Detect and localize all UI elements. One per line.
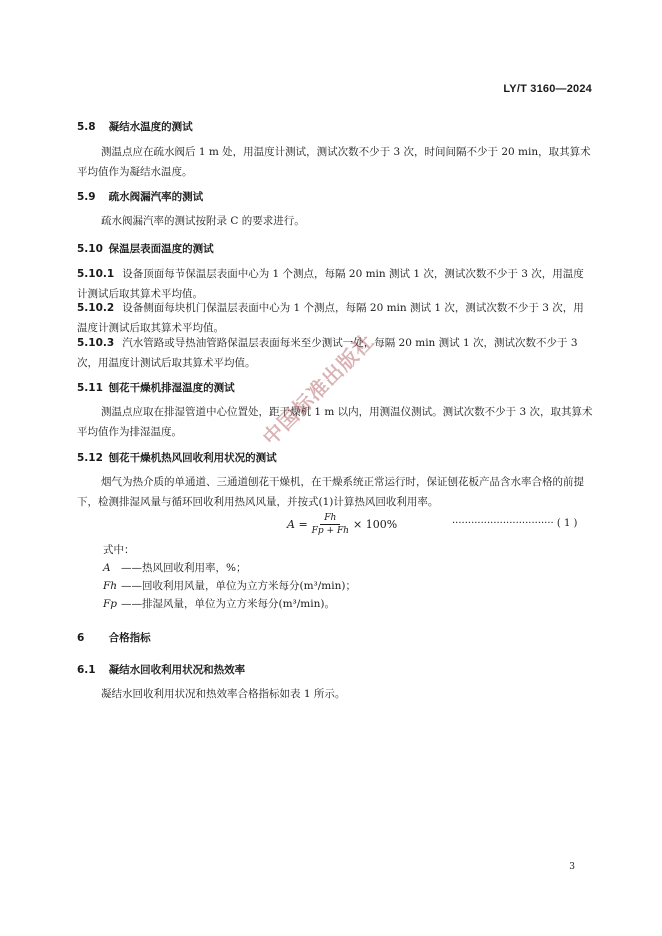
formula-numerator: Fh [320, 513, 340, 525]
subsection-5-10-2 [77, 298, 593, 338]
section-title: 凝结水温度的测试 [108, 121, 193, 133]
subsection-number: 5.10.2 [77, 302, 115, 314]
equation-leader-dots: ································ [452, 518, 554, 529]
definition-fp [103, 596, 335, 611]
section-title: 刨花干燥机热风回收利用状况的测试 [108, 452, 277, 464]
definition-text: ——排湿风量，单位为立方米每分(m³/min)。 [121, 598, 335, 610]
definition-symbol: Fh [103, 580, 118, 592]
section-body-6-1: 凝结水回收利用状况和热效率合格指标如表 1 所示。 [101, 688, 346, 700]
standard-code: LY/T 3160—2024 [503, 83, 592, 95]
formula-lhs: A = [287, 518, 308, 531]
section-heading-5-12 [77, 450, 277, 465]
definition-symbol: A [103, 562, 111, 574]
subsection-number: 5.10.3 [77, 337, 115, 349]
formula-tail: × 100% [352, 518, 398, 531]
subsection-text: 设备顶面每节保温层表面中心为 1 个测点，每隔 20 min 测试 1 次，测试次数不少于 3 次，用温度计测试后取其算术平均值。 [77, 268, 584, 300]
definition-text: ——回收利用风量，单位为立方米每分(m³/min)； [121, 580, 356, 592]
section-heading-6 [77, 630, 151, 645]
section-title: 凝结水回收利用状况和热效率 [108, 664, 246, 676]
definition-fh [103, 578, 356, 593]
subsection-text: 设备侧面每块机门保温层表面中心为 1 个测点，每隔 20 min 测试 1 次，测试次数不少于 3 次，用温度计测试后取其算术平均值。 [77, 302, 584, 334]
section-body-5-12: 烟气为热介质的单通道、三通道刨花干燥机，在干燥系统正常运行时，保证刨花板产品含水率合格的前提下，检测排湿风量与循环回收利用热风风量，并按式(1)计算热风回收利用率。 [77, 476, 584, 508]
section-number: 5.8 [77, 121, 96, 133]
section-title: 疏水阀漏汽率的测试 [108, 191, 204, 203]
section-number: 5.11 [77, 382, 103, 394]
section-number: 6.1 [77, 664, 96, 676]
section-title: 刨花干燥机排湿温度的测试 [108, 382, 235, 394]
section-heading-6-1 [77, 662, 245, 677]
section-heading-5-10 [77, 241, 214, 256]
section-number: 5.12 [77, 452, 103, 464]
section-heading-5-11 [77, 380, 235, 395]
section-number: 5.9 [77, 191, 96, 203]
section-number: 5.10 [77, 243, 103, 255]
definition-a [103, 560, 246, 575]
watermark-stamp: 中国标准出版社 [257, 328, 379, 450]
where-label: 式中： [103, 544, 135, 556]
subsection-text: 汽水管路或导热油管路保温层表面每米至少测试一处，每隔 20 min 测试 1 次，测试次数不少于 3 次，用温度计测试后取其算术平均值。 [77, 337, 578, 369]
page-number: 3 [569, 862, 575, 872]
definition-symbol: Fp [103, 598, 118, 610]
section-body-5-8: 测温点应在疏水阀后 1 m 处，用温度计测试，测试次数不少于 3 次，时间间隔不少于 20 min，取其算术平均值作为凝结水温度。 [77, 146, 591, 178]
formula-1 [287, 513, 397, 536]
definition-text: ——热风回收利用率，%； [121, 562, 247, 574]
section-heading-5-8 [77, 119, 193, 134]
subsection-number: 5.10.1 [77, 268, 115, 280]
section-body-5-9: 疏水阀漏汽率的测试按附录 C 的要求进行。 [101, 215, 305, 227]
section-heading-5-9 [77, 189, 203, 204]
formula-fraction [312, 513, 349, 536]
formula-denominator: Fp + Fh [311, 526, 349, 536]
section-number: 6 [77, 632, 85, 644]
equation-reference [452, 518, 577, 529]
section-body-5-11: 测温点应取在排湿管道中心位置处，距干燥机 1 m 以内，用测温仪测试。测试次数不少于 3 次，取其算术平均值作为排湿温度。 [77, 406, 593, 438]
section-title: 保温层表面温度的测试 [108, 243, 214, 255]
section-title: 合格指标 [108, 632, 151, 644]
equation-number: ( 1 ) [556, 518, 578, 529]
